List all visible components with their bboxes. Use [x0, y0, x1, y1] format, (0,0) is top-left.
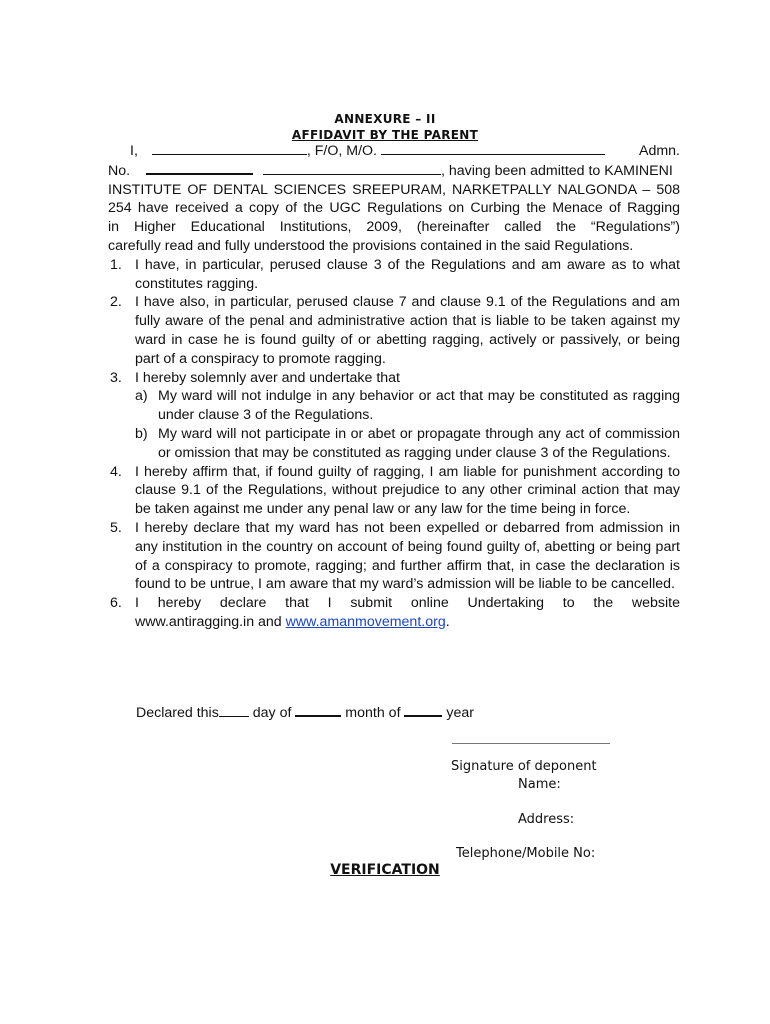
clause-text: I have also, in particular, perused clause 7 and clause 9.1 of the Regulations and am fully aware of the penal and administrative action that is liable to be taken against my ward in case he is found guilty of or abetting ragging, actively or passively, or being part of a conspiracy to promote ragging.: [135, 294, 680, 367]
course-blank[interactable]: [263, 162, 441, 175]
subclause-letter: a): [135, 388, 148, 405]
relation-label: , F/O, M/O.: [306, 143, 377, 159]
subclause-letter: b): [135, 425, 148, 442]
clause-number: 5.: [110, 519, 122, 536]
annexure-heading: ANNEXURE – II: [334, 112, 436, 126]
subclause-list: [135, 387, 680, 462]
verification-heading: VERIFICATION: [330, 862, 440, 878]
intro-line-4: 254 have received a copy of the UGC Regulations on Curbing the Menace of Ragging: [108, 200, 680, 217]
year-label: year: [442, 705, 474, 721]
affidavit-body: [108, 142, 680, 632]
declaration-line: [136, 704, 474, 723]
name-label: Name:: [518, 777, 561, 792]
intro-line-2: [108, 161, 680, 181]
subclause-text: My ward will not indulge in any behavior or act that may be constituted as ragging under clause 3 of the Regulations.: [158, 388, 680, 424]
month-of-label: month of: [341, 705, 405, 721]
intro-line-6: carefully read and fully understood the provisions contained in the said Regulations.: [108, 237, 634, 254]
clause-text: I have, in particular, perused clause 3 of the Regulations and am aware as to what constitutes ragging.: [135, 256, 680, 292]
day-of-label: day of: [248, 705, 296, 721]
no-label: No.: [108, 162, 131, 179]
aman-movement-link[interactable]: www.amanmovement.org: [285, 613, 446, 630]
clause-list: [108, 256, 680, 632]
intro-line-5: in Higher Educational Institutions, 2009, (hereinafter called the “Regulations”): [108, 219, 680, 236]
clause-item: [108, 463, 680, 519]
clause-item: [108, 256, 680, 294]
admn-label: Admn.: [638, 143, 680, 159]
admitted-text: , having been admitted to KAMINENI: [440, 162, 673, 179]
ward-name-blank[interactable]: [381, 142, 605, 155]
day-blank[interactable]: [219, 705, 249, 717]
subclause-item: [135, 425, 680, 463]
intro-pronoun: I,: [130, 143, 138, 159]
clause-number: 2.: [110, 294, 122, 311]
intro-line-1: [108, 142, 680, 161]
clause-item: [108, 369, 680, 463]
phone-label: Telephone/Mobile No:: [456, 846, 596, 861]
declared-this-label: Declared this: [136, 705, 219, 721]
signature-line[interactable]: [452, 743, 610, 744]
address-label: Address:: [518, 812, 575, 827]
clause-number: 4.: [110, 463, 122, 480]
website-text: www.antiragging.in and: [135, 613, 286, 630]
subclause-item: [135, 387, 680, 425]
affidavit-title: AFFIDAVIT BY THE PARENT: [291, 128, 479, 142]
intro-line-3: INSTITUTE OF DENTAL SCIENCES SREEPURAM, NARKETPALLY NALGONDA – 508: [108, 181, 680, 198]
parent-name-blank[interactable]: [152, 142, 307, 155]
sentence-end: .: [445, 613, 450, 630]
subclause-text: My ward will not participate in or abet or propagate through any act of commission or omission that may be constituted as ragging under clause 3 of the Regulations.: [158, 425, 680, 461]
clause-text: I hereby declare that my ward has not been expelled or debarred from admission in any institution in the country on account of being found guilty of, abetting or being part of a conspiracy to promote, ragging; and further affirm that, in case the declaration is found to be untrue, I am aware that my ward’s admission will be liable to be cancelled.: [135, 519, 680, 593]
clause-item: [108, 594, 680, 632]
intro-paragraph: [108, 142, 680, 256]
clause-item: [108, 293, 680, 368]
clause-text: I hereby declare that I submit online Undertaking to the website: [135, 595, 680, 612]
clause-text: I hereby affirm that, if found guilty of ragging, I am liable for punishment according to clause 9.1 of the Regulations, without prejudice to any other criminal action that may be taken against me under any penal law or any law for the time being in force.: [135, 463, 680, 518]
month-blank[interactable]: [295, 704, 341, 717]
clause-number: 1.: [110, 256, 122, 273]
clause-number: 6.: [110, 595, 122, 612]
signature-label: Signature of deponent: [451, 759, 597, 774]
clause-item: [108, 519, 680, 594]
year-blank[interactable]: [404, 704, 442, 717]
admission-number-blank[interactable]: [146, 161, 253, 175]
clause-number: 3.: [110, 369, 122, 386]
clause-text: I hereby solemnly aver and undertake that: [135, 369, 400, 386]
